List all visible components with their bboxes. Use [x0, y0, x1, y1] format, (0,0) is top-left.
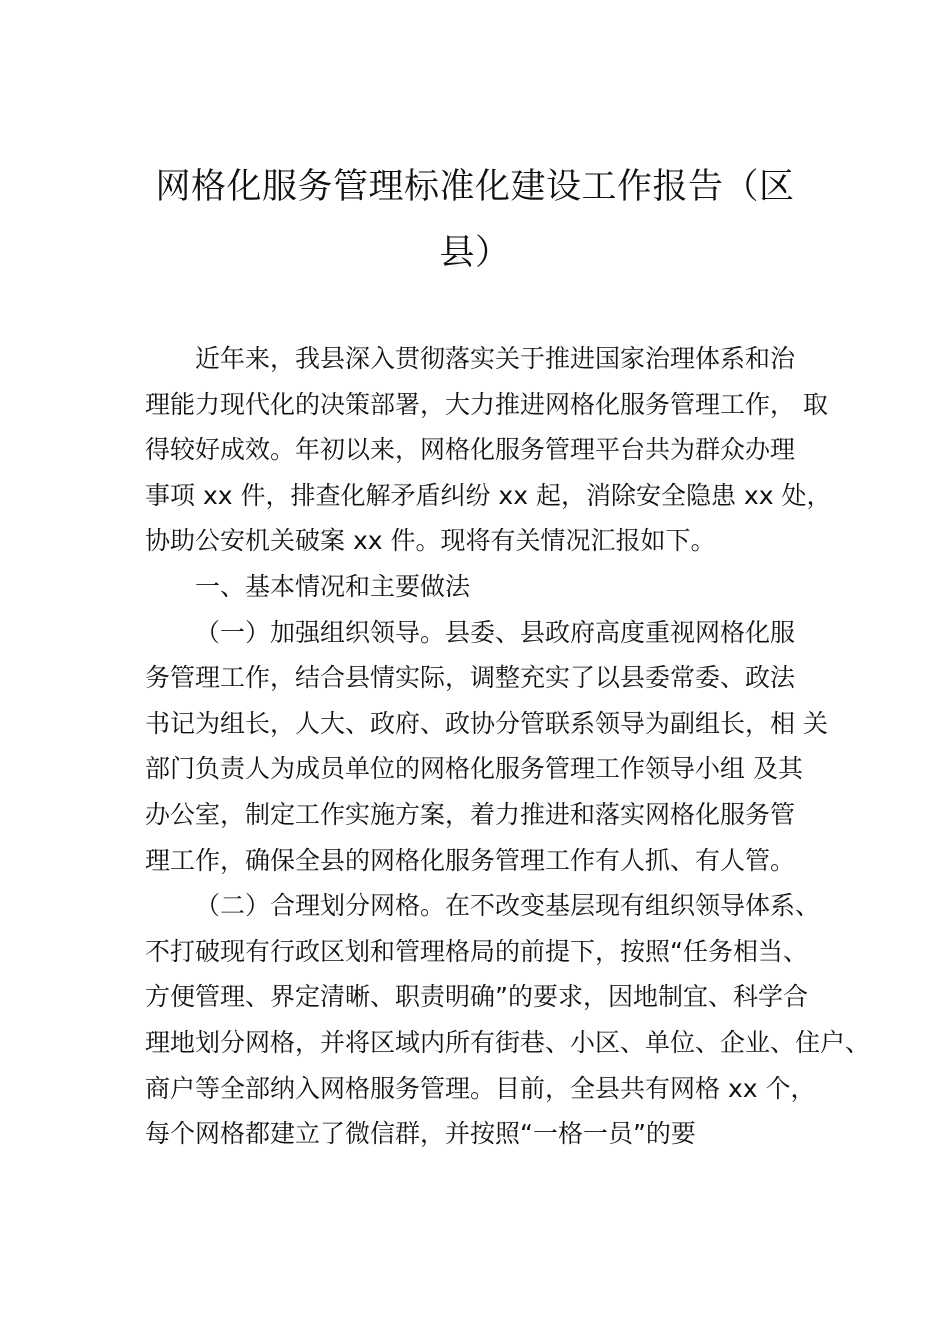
body-line: 商户等全部纳入网格服务管理。目前，全县共有网格 xx 个， [145, 1073, 816, 1103]
body-line: 理地划分网格，并将区域内所有街巷、小区、单位、企业、住户、 [145, 1027, 871, 1057]
body-line: 方便管理、界定清晰、职责明确”的要求，因地制宜、科学合 [145, 982, 808, 1012]
body-line: 书记为组长，人大、政府、政协分管联系领导为副组长，相 关 [145, 708, 828, 738]
title-line-2: 县） [439, 233, 511, 273]
body-line: （一）加强组织领导。县委、县政府高度重视网格化服 [195, 617, 796, 647]
document-title [150, 154, 800, 286]
body-line: 近年来，我县深入贯彻落实关于推进国家治理体系和治 [195, 344, 796, 373]
body-line: 每个网格都建立了微信群，并按照“一格一员”的要 [145, 1119, 696, 1149]
body-line: （二）合理划分网格。在不改变基层现有组织领导体系、 [195, 891, 821, 921]
document-body [145, 336, 871, 1157]
body-line: 部门负责人为成员单位的网格化服务管理工作领导小组 及其 [145, 754, 803, 784]
body-line: 一、基本情况和主要做法 [195, 571, 471, 601]
body-line: 办公室，制定工作实施方案，着力推进和落实网格化服务管 [145, 799, 796, 829]
body-line: 协助公安机关破案 xx 件。现将有关情况汇报如下。 [145, 526, 716, 556]
body-line: 事项 xx 件，排查化解矛盾纠纷 xx 起，消除安全隐患 xx 处， [145, 480, 832, 510]
body-line: 不打破现有行政区划和管理格局的前提下，按照“任务相当、 [145, 936, 808, 966]
body-line: 得较好成效。年初以来，网格化服务管理平台共为群众办理 [145, 435, 796, 465]
body-line: 理能力现代化的决策部署，大力推进网格化服务管理工作， 取 [145, 389, 828, 419]
body-line: 务管理工作，结合县情实际，调整充实了以县委常委、政法 [145, 663, 796, 693]
body-line: 理工作，确保全县的网格化服务管理工作有人抓、有人管。 [145, 845, 796, 875]
title-line-1: 网格化服务管理标准化建设工作报告（区 [155, 167, 795, 207]
